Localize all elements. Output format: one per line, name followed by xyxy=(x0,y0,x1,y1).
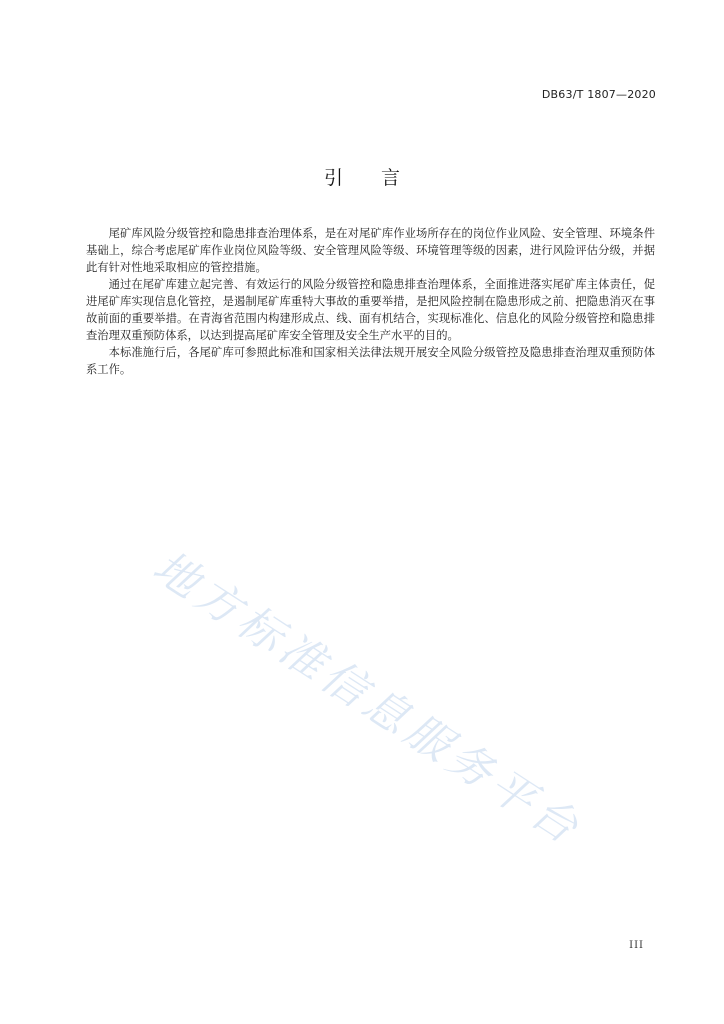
body-text xyxy=(86,225,655,378)
page-number: III xyxy=(629,940,644,951)
paragraph: 尾矿库风险分级管控和隐患排查治理体系，是在对尾矿库作业场所存在的岗位作业风险、安全管理、环境条件基础上，综合考虑尾矿库作业岗位风险等级、安全管理风险等级、环境管理等级的因素，进行风险评估分级，并据此有针对性地采取相应的管控措施。 xyxy=(86,227,655,274)
page-title: 引言 xyxy=(323,167,438,189)
paragraph: 通过在尾矿库建立起完善、有效运行的风险分级管控和隐患排查治理体系，全面推进落实尾矿库主体责任，促进尾矿库实现信息化管控，是遏制尾矿库重特大事故的重要举措，是把风险控制在隐患形成之前、把隐患消灭在事故前面的重要举措。在青海省范围内构建形成点、线、面有机结合，实现标准化、信息化的风险分级管控和隐患排查治理双重预防体系，以达到提高尾矿库安全管理及安全生产水平的目的。 xyxy=(86,278,655,342)
standard-code: DB63/T 1807—2020 xyxy=(541,88,656,101)
paragraph: 本标准施行后，各尾矿库可参照此标准和国家相关法律法规开展安全风险分级管控及隐患排查治理双重预防体系工作。 xyxy=(86,346,655,376)
watermark: 地方标准信息服务平台 xyxy=(143,541,592,857)
